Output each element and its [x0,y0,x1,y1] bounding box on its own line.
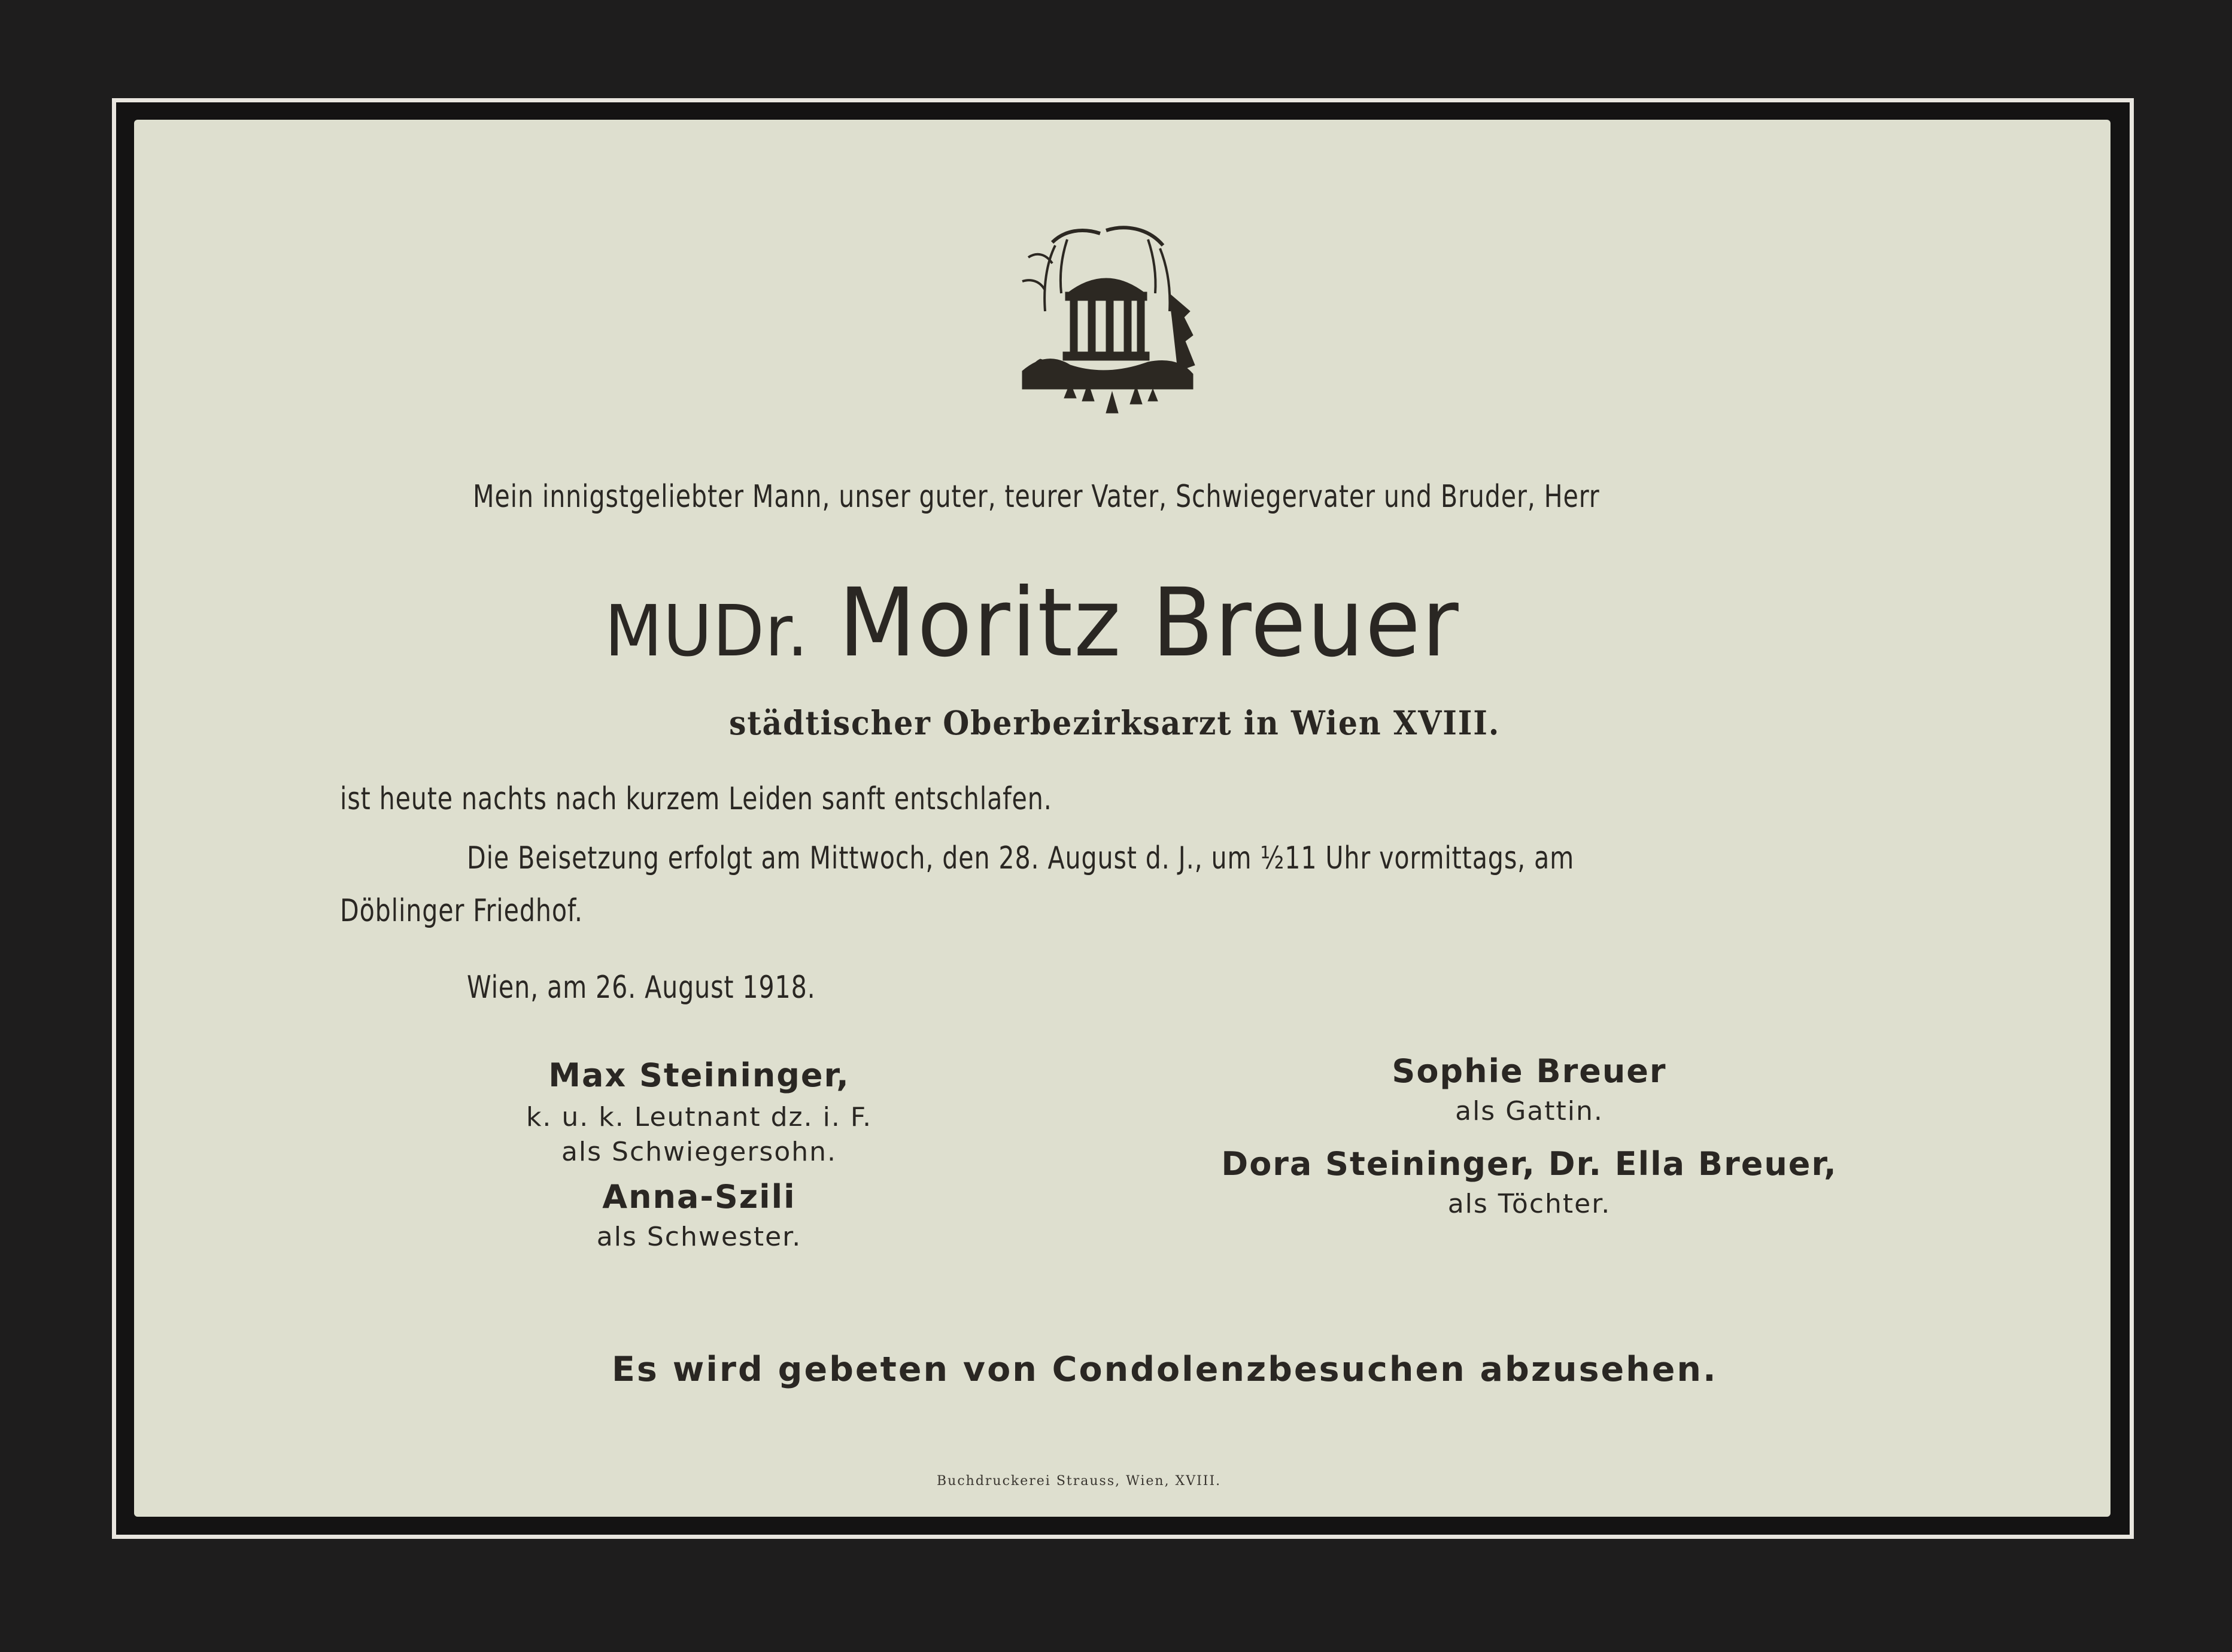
funeral-details-line: Die Beisetzung erfolgt am Mittwoch, den 28. August d. J., um ½11 Uhr vormittags, am [467,840,1575,876]
signatory-max-steininger: Max Steininger, [548,1056,850,1094]
deceased-full-name: Moritz Breuer [838,568,1460,678]
place-and-date: Wien, am 26. August 1918. [467,970,816,1006]
closing-request: Es wird gebeten von Condolenzbesuchen abzusehen. [612,1350,1718,1389]
deceased-title: MUDr. [605,590,809,672]
funeral-location-line: Döblinger Friedhof. [340,893,583,929]
intro-text: Mein innigstgeliebter Mann, unser guter, teurer Vater, Schwiegervater und Bruder, Herr [473,479,1600,515]
signatory-anna-relation: als Schwester. [596,1222,802,1252]
signatory-sophie-relation: als Gattin. [1455,1096,1604,1126]
signatory-daughters: Dora Steininger, Dr. Ella Breuer, [1221,1145,1838,1183]
signatory-daughters-relation: als Töchter. [1447,1189,1611,1219]
deceased-name [605,568,1460,678]
signatory-max-role: k. u. k. Leutnant dz. i. F. [526,1102,873,1132]
printer-imprint: Buchdruckerei Strauss, Wien, XVIII. [937,1474,1222,1489]
signatory-sophie-breuer: Sophie Breuer [1392,1052,1667,1090]
deceased-profession: städtischer Oberbezirksarzt in Wien XVIII. [729,703,1501,742]
announcement-line: ist heute nachts nach kurzem Leiden sanft entschlafen. [340,781,1052,817]
signatory-max-relation: als Schwiegersohn. [561,1137,837,1167]
temple-garden-emblem-icon [1010,221,1202,428]
signatory-anna-szili: Anna-Szili [602,1178,796,1216]
